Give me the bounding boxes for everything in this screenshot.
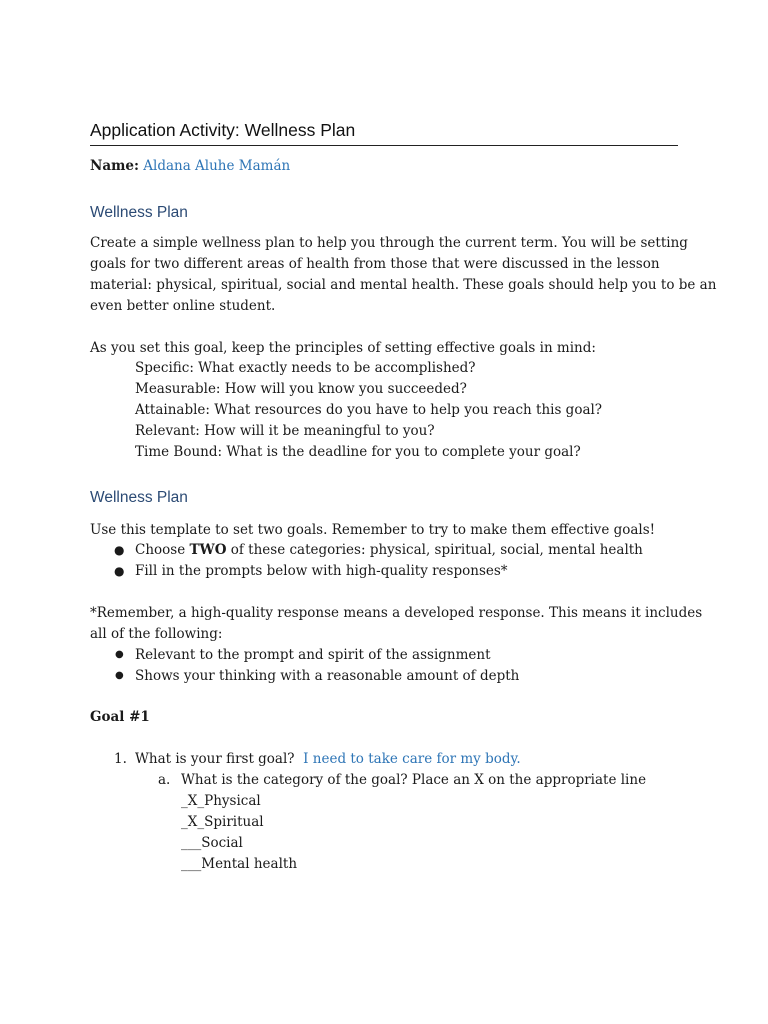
sub-bullet-item: Shows your thinking with a reasonable amount of depth: [135, 668, 520, 684]
bullet-item-2: Fill in the prompts below with high-quality responses*: [135, 563, 508, 579]
name-value: Aldana Aluhe Mamán: [143, 158, 291, 174]
bullet-icon: ●: [114, 564, 125, 578]
paragraph-line: material: physical, spiritual, social and mental health. These goals should help you to be an: [90, 277, 717, 293]
remember-line: all of the following:: [90, 626, 223, 642]
sub-bullet-item: Relevant to the prompt and spirit of the assignment: [135, 647, 491, 663]
goal-heading: Goal #1: [90, 709, 150, 725]
category-option: _X_Spiritual: [181, 814, 264, 830]
category-option: ___Mental health: [181, 856, 298, 872]
principle-item: Relevant: How will it be meaningful to you?: [135, 423, 435, 439]
category-option: ___Social: [181, 835, 243, 851]
sub-question-text: What is the category of the goal? Place an X on the appropriate line: [181, 772, 647, 788]
question-answer: I need to take care for my body.: [303, 751, 521, 767]
section-heading-2: Wellness Plan: [90, 489, 188, 506]
principle-item: Measurable: How will you know you succeeded?: [135, 381, 467, 397]
section-heading-1: Wellness Plan: [90, 204, 188, 221]
question-number: 1.: [114, 751, 127, 767]
principle-item: Specific: What exactly needs to be accomplished?: [135, 360, 476, 376]
paragraph-line: goals for two different areas of health from those that were discussed in the lesson: [90, 256, 660, 272]
question-text: What is your first goal?: [135, 751, 295, 767]
paragraph-line: Create a simple wellness plan to help you through the current term. You will be setting: [90, 235, 688, 251]
bullet-bold-text: TWO: [189, 542, 227, 558]
bullet-icon: ●: [114, 543, 125, 557]
bullet-icon: ●: [115, 670, 124, 681]
category-option: _X_Physical: [181, 793, 261, 809]
name-line: [90, 158, 290, 174]
bullet-text: of these categories: physical, spiritual, social, mental health: [226, 542, 643, 558]
bullet-item-1: [135, 542, 643, 558]
principles-intro: As you set this goal, keep the principles of setting effective goals in mind:: [90, 340, 596, 356]
bullet-icon: ●: [115, 649, 124, 660]
document-title: Application Activity: Wellness Plan: [90, 120, 356, 140]
paragraph-line: even better online student.: [90, 298, 276, 314]
principle-item: Attainable: What resources do you have to help you reach this goal?: [135, 402, 603, 418]
title-underline: [90, 145, 678, 146]
bullet-text: Choose: [135, 542, 190, 558]
remember-line: *Remember, a high-quality response means a developed response. This means it includes: [90, 605, 703, 621]
principle-item: Time Bound: What is the deadline for you to complete your goal?: [135, 444, 581, 460]
sub-question-letter: a.: [158, 772, 171, 788]
name-label: Name:: [90, 158, 139, 174]
question-1: [135, 751, 521, 767]
template-intro: Use this template to set two goals. Remember to try to make them effective goals!: [90, 522, 656, 538]
